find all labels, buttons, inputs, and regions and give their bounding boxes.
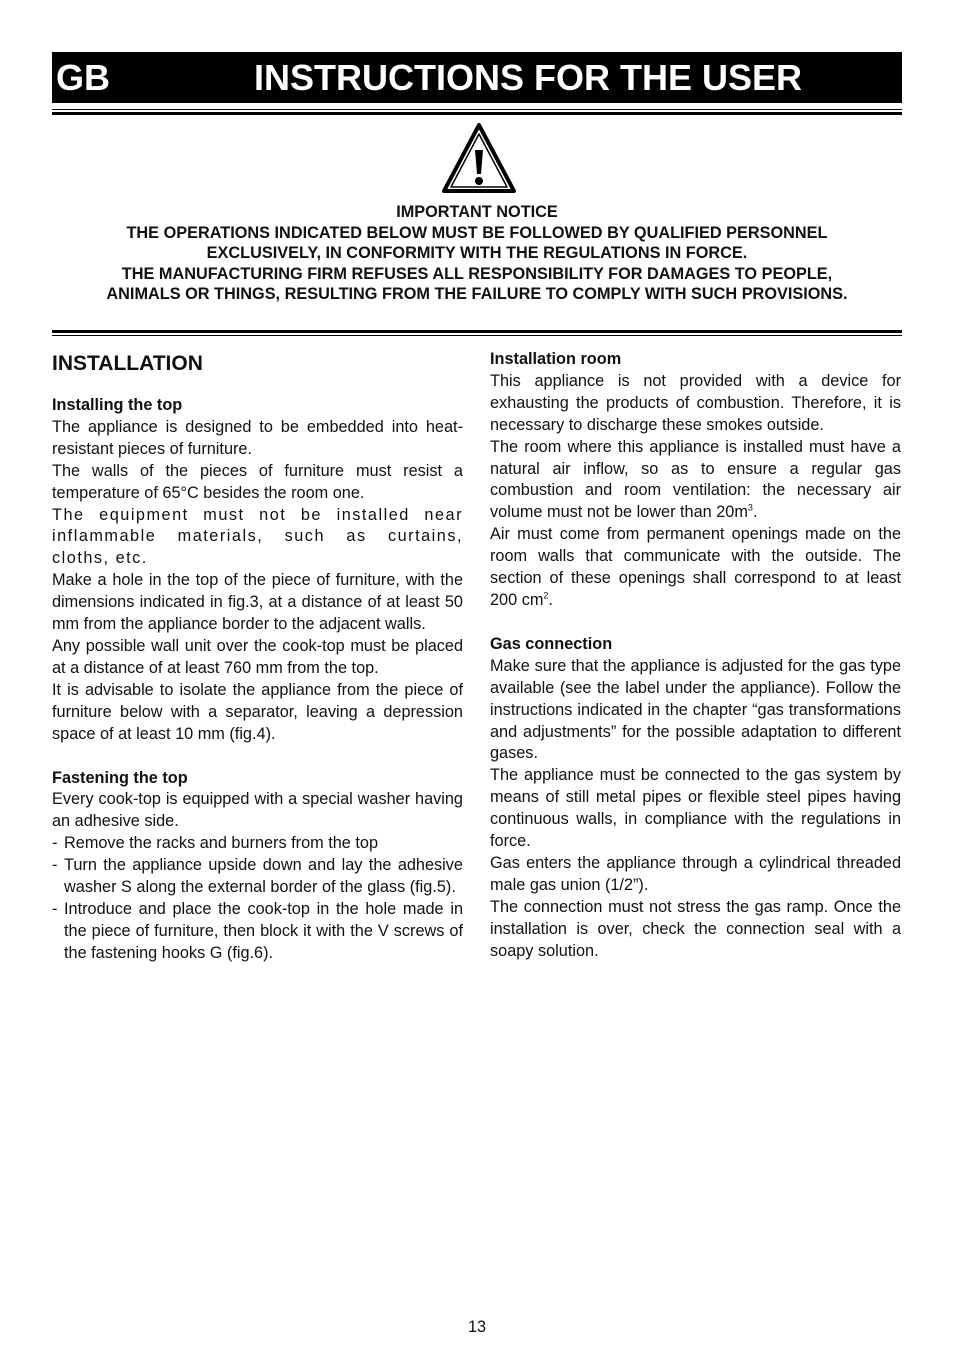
divider-thick-mid xyxy=(52,330,902,333)
spacer xyxy=(490,612,901,634)
paragraph: The appliance must be connected to the gas system by means of still metal pipes or flexible steel pipes having continuous walls, in compliance with the regulations in force. xyxy=(490,766,901,851)
header-bar xyxy=(52,52,902,103)
notice-line: ANIMALS OR THINGS, RESULTING FROM THE FAILURE TO COMPLY WITH SUCH PROVISIONS. xyxy=(106,285,848,304)
fastening-steps-list xyxy=(52,833,463,964)
superscript: 3 xyxy=(747,502,753,513)
divider-thin-top xyxy=(52,109,902,110)
list-item: - Introduce and place the cook-top in the hole made in the piece of furniture, then block it with the V screws of the fastening hooks G (fig.6). xyxy=(52,899,463,965)
divider-thick-top xyxy=(52,112,902,115)
notice-line: EXCLUSIVELY, IN CONFORMITY WITH THE REGULATIONS IN FORCE. xyxy=(206,244,748,263)
notice-line: THE OPERATIONS INDICATED BELOW MUST BE FOLLOWED BY QUALIFIED PERSONNEL xyxy=(126,223,828,242)
subheading-installation-room: Installation room xyxy=(490,350,622,368)
subheading-gas-connection: Gas connection xyxy=(490,634,613,653)
paragraph: It is advisable to isolate the appliance from the piece of furniture below with a separator, leaving a depression space of at least 10 mm (fig.4). xyxy=(52,680,463,743)
list-item: - Remove the racks and burners from the top xyxy=(52,833,463,855)
paragraph-text: The room where this appliance is installed must have a natural air inflow, so as to ensure a regular gas combustion and room ventilation: the necessary air volume must not be lower than 20m xyxy=(490,437,901,522)
page-title: INSTRUCTIONS FOR THE USER xyxy=(254,57,803,98)
paragraph: The walls of the pieces of furniture must resist a temperature of 65°C besides the room one. xyxy=(52,461,463,502)
divider-thin-mid xyxy=(52,335,902,336)
paragraph: Make sure that the appliance is adjusted for the gas type available (see the label under the appliance). Follow the instructions indicated in the chapter “gas transformations and adjustments” for the possible adaptation to different gases. xyxy=(490,656,901,763)
paragraph: This appliance is not provided with a device for exhausting the products of combustion. Therefore, it is necessary to discharge these smokes outside. xyxy=(490,371,901,434)
section-title-installation: INSTALLATION xyxy=(52,352,203,375)
warning-icon xyxy=(441,122,517,194)
list-item: - Turn the appliance upside down and lay the adhesive washer S along the external border of the glass (fig.5). xyxy=(52,855,463,899)
superscript: 2 xyxy=(543,590,549,601)
left-column xyxy=(52,349,463,965)
paragraph: Any possible wall unit over the cook-top must be placed at a distance of at least 760 mm from the top. xyxy=(52,636,463,677)
paragraph: The connection must not stress the gas ramp. Once the installation is over, check the connection seal with a soapy solution. xyxy=(490,897,901,960)
paragraph: Every cook-top is equipped with a special washer having an adhesive side. xyxy=(52,790,463,831)
notice-heading: IMPORTANT NOTICE xyxy=(396,203,558,221)
notice-line: THE MANUFACTURING FIRM REFUSES ALL RESPONSIBILITY FOR DAMAGES TO PEOPLE, xyxy=(121,264,833,283)
subheading-installing-top: Installing the top xyxy=(52,396,183,414)
paragraph: Gas enters the appliance through a cylindrical threaded male gas union (1/2”). xyxy=(490,853,901,894)
paragraph xyxy=(490,437,901,525)
right-column xyxy=(490,349,901,962)
paragraph: The equipment must not be installed near inflammable materials, such as curtains, cloths, etc. xyxy=(52,505,463,568)
paragraph-end: . xyxy=(548,590,553,609)
paragraph: The appliance is designed to be embedded into heat-resistant pieces of furniture. xyxy=(52,417,463,458)
paragraph-end: . xyxy=(752,503,758,522)
paragraph xyxy=(490,524,901,612)
important-notice xyxy=(52,202,902,305)
paragraph: Make a hole in the top of the piece of furniture, with the dimensions indicated in fig.3, at a distance of at least 50 mm from the appliance border to the adjacent walls. xyxy=(52,571,463,634)
language-code: GB xyxy=(56,57,110,98)
page-number: 13 xyxy=(467,1318,487,1336)
paragraph-text: Air must come from permanent openings made on the room walls that communicate with the outside. The section of these openings shall correspond to at least 200 cm xyxy=(490,525,901,609)
subheading-fastening-top: Fastening the top xyxy=(52,768,188,787)
spacer xyxy=(52,746,463,768)
